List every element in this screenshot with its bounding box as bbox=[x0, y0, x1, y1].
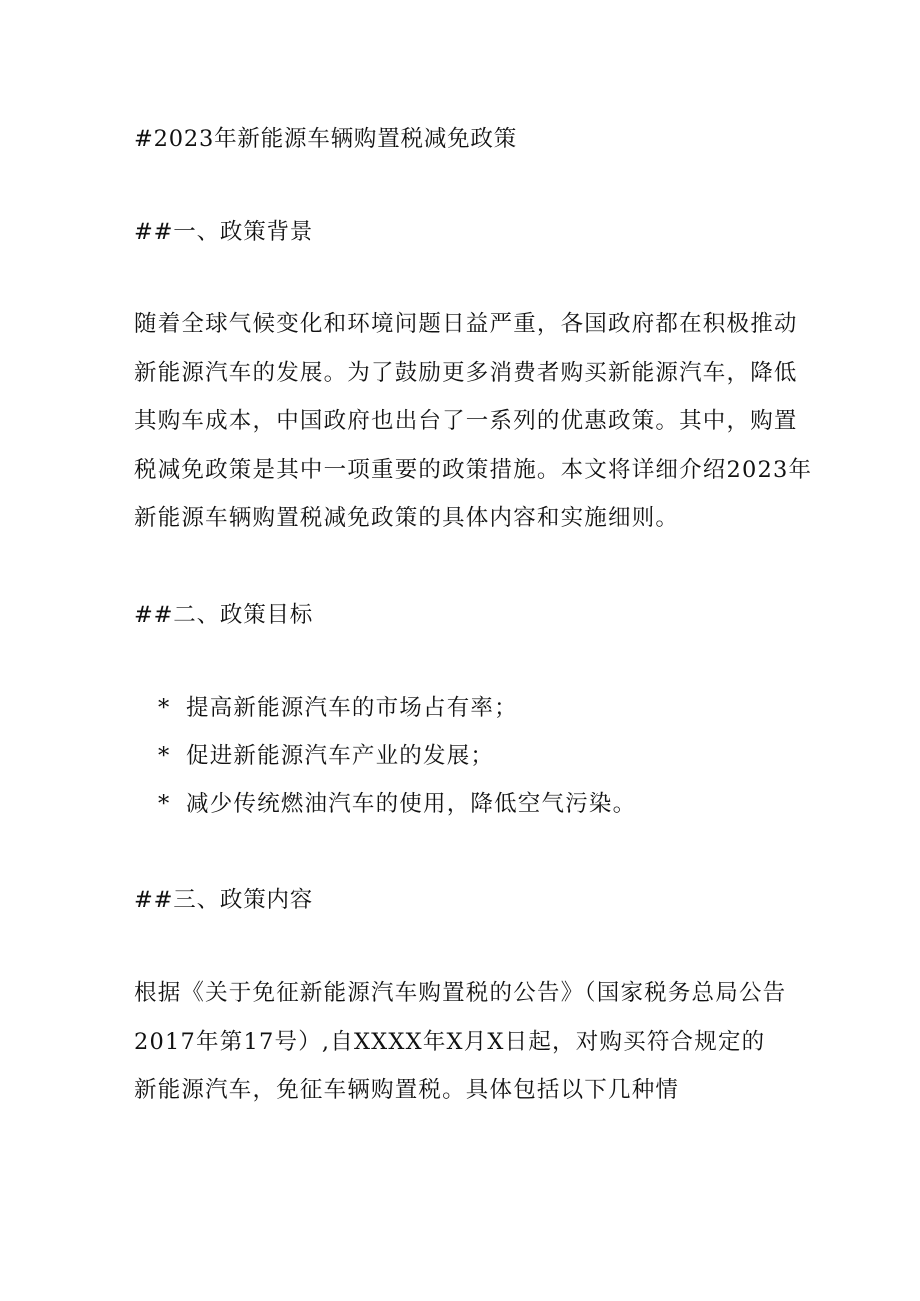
paragraph-line: 2017年第17号）,自XXXX年X月X日起，对购买符合规定的 bbox=[134, 1028, 766, 1055]
paragraph-line: 新能源汽车，免征车辆购置税。具体包括以下几种情 bbox=[134, 1077, 680, 1103]
bullet-mark: * bbox=[158, 695, 171, 721]
paragraph-line: 新能源汽车的发展。为了鼓励更多消费者购买新能源汽车，降低 bbox=[134, 359, 798, 386]
list-item-text: 减少传统燃油汽车的使用，降低空气污染。 bbox=[186, 791, 637, 817]
document-title: #2023年新能源车辆购置税减免政策 bbox=[134, 126, 518, 152]
list-item bbox=[158, 780, 636, 828]
list-item-text: 提高新能源汽车的市场占有率； bbox=[186, 695, 518, 721]
paragraph-line: 其购车成本，中国政府也出台了一系列的优惠政策。其中，购置 bbox=[134, 408, 798, 434]
background-paragraph bbox=[134, 300, 813, 543]
section-heading-background: ##一、政策背景 bbox=[134, 219, 314, 245]
list-item bbox=[158, 684, 636, 732]
section-heading-content: ##三、政策内容 bbox=[134, 887, 314, 913]
goals-list bbox=[158, 684, 636, 828]
section-heading-goals: ##二、政策目标 bbox=[134, 602, 314, 628]
bullet-mark: * bbox=[158, 791, 171, 817]
paragraph-line: 新能源车辆购置税减免政策的具体内容和实施细则。 bbox=[134, 505, 680, 531]
bullet-mark: * bbox=[158, 743, 171, 769]
list-item-text: 促进新能源汽车产业的发展； bbox=[186, 743, 495, 769]
paragraph-line: 根据《关于免征新能源汽车购置税的公告》（国家税务总局公告 bbox=[134, 980, 787, 1006]
list-item bbox=[158, 732, 636, 780]
paragraph-line: 税减免政策是其中一项重要的政策措施。本文将详细介绍2023年 bbox=[134, 456, 813, 483]
content-paragraph bbox=[134, 969, 790, 1115]
paragraph-line: 随着全球气候变化和环境问题日益严重，各国政府都在积极推动 bbox=[134, 311, 798, 337]
